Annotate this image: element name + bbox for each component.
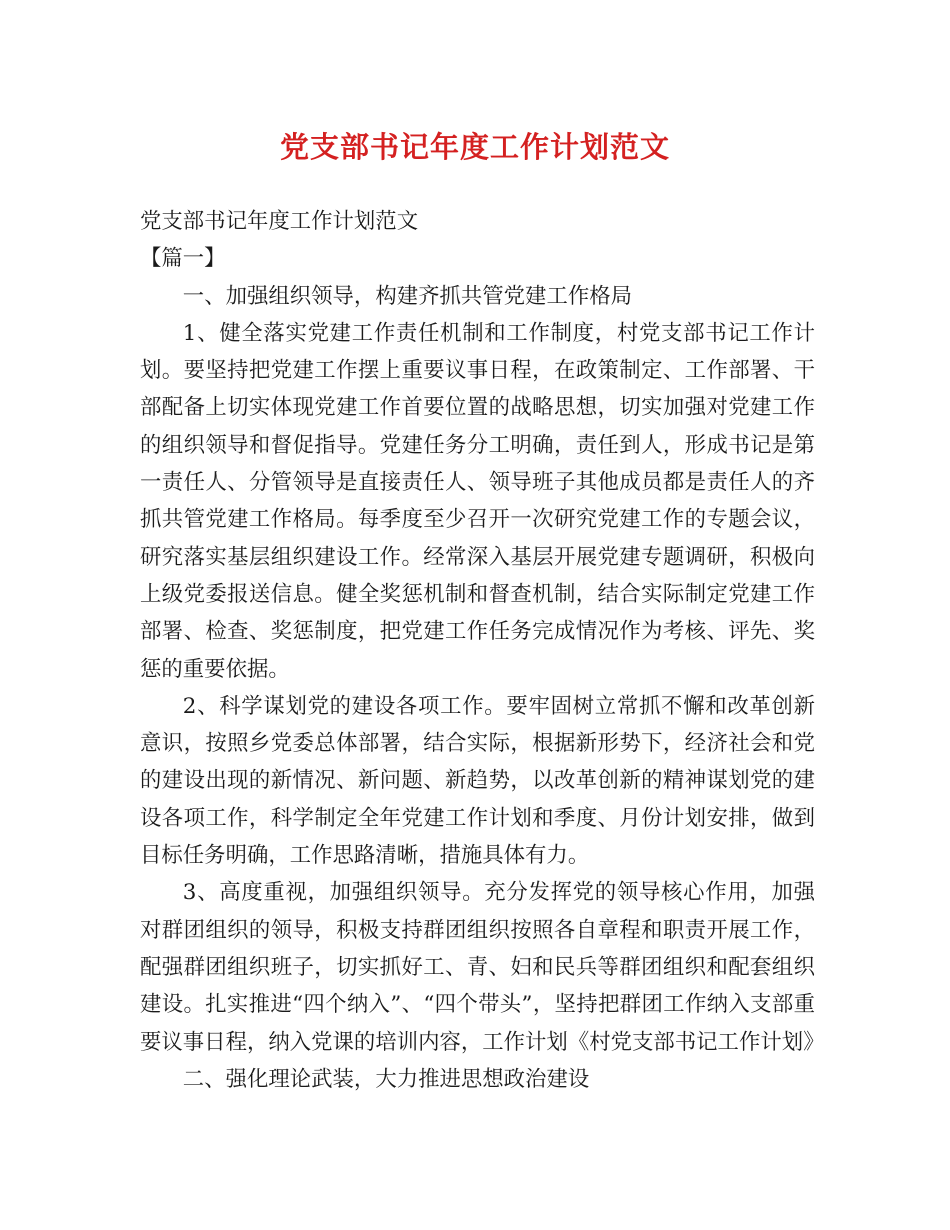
- paragraph-3: 3、高度重视，加强组织领导。充分发挥党的领导核心作用，加强对群团组织的领导，积极支持群团组织按照各自章程和职责开展工作，配强群团组织班子，切实抓好工、青、妇和民兵等群团组织和配套组织建设。扎实推进“四个纳入”、“四个带头”，坚持把群团工作纳入支部重要议事日程，纳入党课的培训内容，工作计划《村党支部书记工作计划》: [140, 880, 825, 1055]
- section-label: 【篇一】: [140, 246, 226, 272]
- document-body: [140, 203, 825, 1098]
- heading-1: 一、加强组织领导，构建齐抓共管党建工作格局: [182, 283, 633, 309]
- heading-2: 二、强化理论武装，大力推进思想政治建设: [182, 1066, 590, 1092]
- paragraph-1: 1、健全落实党建工作责任机制和工作制度，村党支部书记工作计划。要坚持把党建工作摆上重要议事日程，在政策制定、工作部署、干部配备上切实体现党建工作首要位置的战略思想，切实加强对党建工作的组织领导和督促指导。党建任务分工明确，责任到人，形成书记是第一责任人、分管领导是直接责任人、领导班子其他成员都是责任人的齐抓共管党建工作格局。每季度至少召开一次研究党建工作的专题会议，研究落实基层组织建设工作。经常深入基层开展党建专题调研，积极向上级党委报送信息。健全奖惩机制和督查机制，结合实际制定党建工作部署、检查、奖惩制度，把党建工作任务完成情况作为考核、评先、奖惩的重要依据。: [140, 320, 815, 682]
- subtitle-line: 党支部书记年度工作计划范文: [140, 209, 419, 234]
- paragraph-2: 2、科学谋划党的建设各项工作。要牢固树立常抓不懈和改革创新意识，按照乡党委总体部署，结合实际，根据新形势下，经济社会和党的建设出现的新情况、新问题、新趋势，以改革创新的精神谋划党的建设各项工作，科学制定全年党建工作计划和季度、月份计划安排，做到目标任务明确，工作思路清晰，措施具体有力。: [140, 693, 815, 869]
- document-title: 党支部书记年度工作计划范文: [279, 130, 670, 164]
